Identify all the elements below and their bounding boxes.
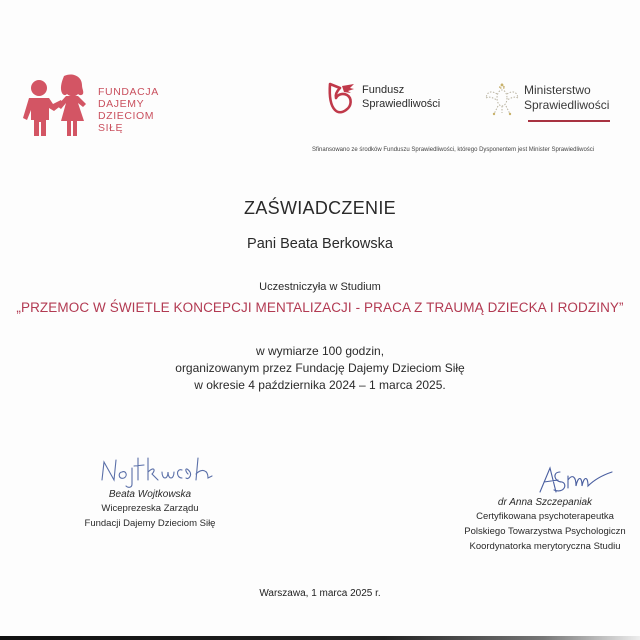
course-period: w okresie 4 października 2024 – 1 marca 2025.	[194, 378, 446, 392]
foundation-logo	[20, 72, 180, 142]
signature-scribble-icon	[40, 450, 260, 488]
foundation-name-line: DAJEMY	[98, 98, 145, 110]
ministry-name	[524, 83, 609, 113]
children-holding-hands-icon	[20, 72, 92, 138]
signatory-name-left: Beata Wojtkowska	[108, 489, 192, 500]
participation-text: Uczestniczyła w Studium	[259, 281, 381, 293]
course-details	[0, 343, 640, 394]
signature-scribble-icon	[440, 458, 640, 496]
funding-note: Sfinansowano ze środków Funduszu Sprawiedliwości, którego Dysponentem jest Minister Sprawiedliwości	[312, 147, 595, 153]
fund-name-line: Fundusz	[362, 84, 405, 96]
foundation-name	[98, 86, 159, 134]
place-and-date: Warszawa, 1 marca 2025 r.	[259, 588, 381, 599]
course-hours: w wymiarze 100 godzin,	[255, 344, 385, 358]
ministry-name-line: Ministerstwo	[524, 83, 591, 97]
handwritten-signature-right	[440, 458, 640, 496]
signatory-role-right: Certyfikowana psychoterapeutka	[476, 511, 614, 522]
signatory-organization-left: Fundacji Dajemy Dzieciom Siłę	[84, 518, 216, 529]
fundusz-eagle-shield-icon	[326, 80, 356, 116]
course-title: „PRZEMOC W ŚWIETLE KONCEPCJI MENTALIZACJI - PRACA Z TRAUMĄ DZIECKA I RODZINY”	[16, 300, 624, 315]
fund-name	[362, 83, 440, 111]
handwritten-signature-left	[40, 450, 260, 488]
fund-logo	[326, 80, 466, 120]
signatory-role-left: Wiceprezeska Zarządu	[101, 503, 199, 514]
recipient-name: Pani Beata Berkowska	[247, 236, 393, 252]
signatory-name-right: dr Anna Szczepaniak	[497, 497, 593, 508]
scan-bottom-edge	[0, 636, 640, 640]
polish-eagle-emblem-icon	[484, 80, 520, 118]
signatory-association-right: Polskiego Towarzystwa Psychologiczn	[464, 526, 626, 537]
signature-block-left	[40, 450, 260, 531]
ministry-name-line: Sprawiedliwości	[524, 98, 610, 112]
foundation-name-line: SIŁĘ	[98, 122, 124, 134]
ministry-underline	[528, 120, 610, 122]
ministry-logo	[484, 80, 640, 124]
certificate-title: ZAŚWIADCZENIE	[244, 198, 396, 218]
foundation-name-line: DZIECIOM	[98, 110, 155, 122]
signature-block-right	[440, 458, 640, 554]
course-organizer: organizowanym przez Fundację Dajemy Dzieciom Siłę	[175, 361, 465, 375]
signatory-coordinator-right: Koordynatorka merytoryczna Studiu	[469, 541, 621, 552]
fund-name-line: Sprawiedliwości	[362, 98, 441, 110]
foundation-name-line: FUNDACJA	[98, 86, 159, 98]
